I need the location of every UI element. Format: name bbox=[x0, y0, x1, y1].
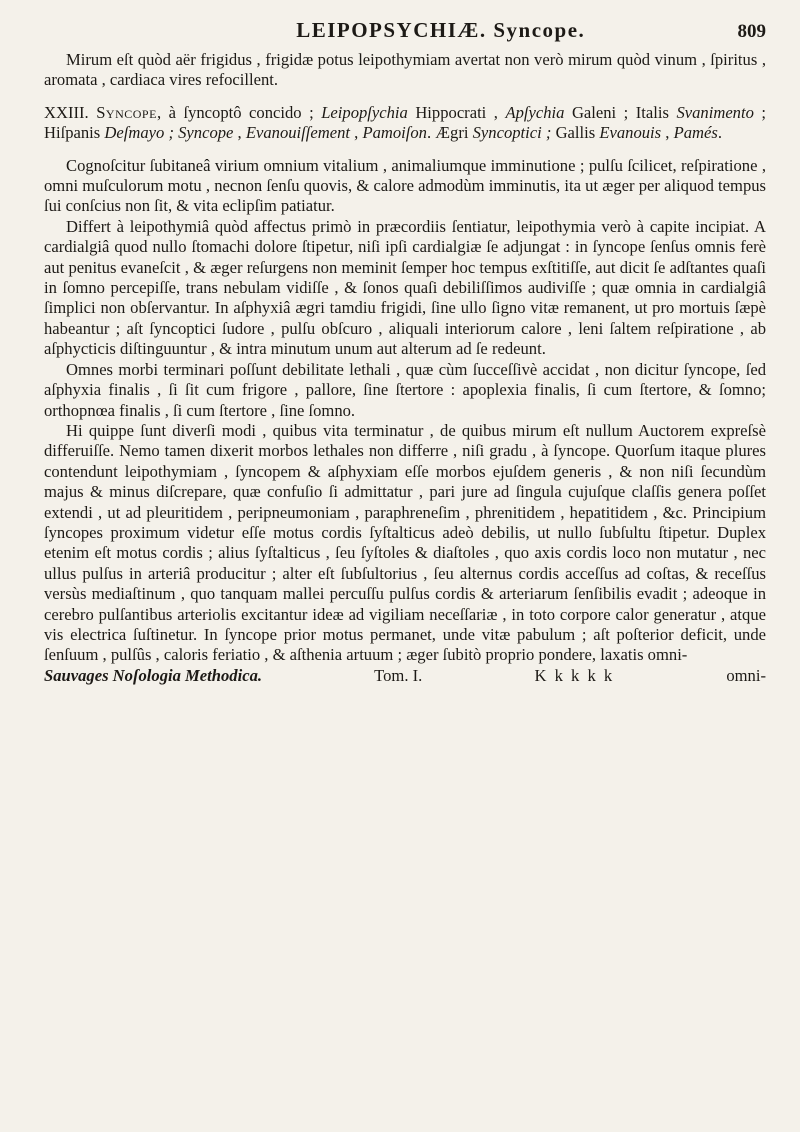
term-desmayo: Deſmayo ; Syncope bbox=[104, 123, 234, 143]
page-footer bbox=[44, 666, 766, 686]
paragraph-intro: Mirum eſt quòd aër frigidus , frigidæ potus leipothymiam avertat non verò mirum quòd vinum , ſpiritus , aromata , cardiaca vires refocillent. bbox=[44, 50, 766, 90]
body-text bbox=[44, 50, 766, 666]
footer-signature: Sauvages Noſologia Methodica. bbox=[44, 665, 263, 685]
section-number: XXIII. bbox=[44, 102, 89, 122]
term-evanouis: Evanouis bbox=[599, 123, 662, 143]
term-pames: Pamés bbox=[673, 123, 718, 143]
paragraph-differt: Differt à leipothymiâ quòd affectus primò in præcordiis ſentiatur, leipothymia verò à capite incipiat. A cardialgiâ quod nullo ſtomachi dolore ſtipetur, niſi ipſi cardialgiæ ſe adjungat : in ſyncope ſenſus omnis ferè aut penitus evaneſcit , & æger reſurgens non meminit ſemper hoc tempus exſtitiſſe, aut dicit ſe adſtantes quaſi in ſomno percepiſſe, trans nebulam vidiſſe , & ſonos quaſi debiliſſimos audiviſſe ; quæ omnia in cardialgiâ ſimplici non obſervantur. In aſphyxiâ ægri tamdiu frigidi, ſine ullo ſigno vitæ remanent, ut pro mortuis ſæpè habeantur ; aſt ſyncoptici ſudore , pulſu obſcuro , aliquali interiorum calore , leni ſaltem reſpiratione , ab aſphycticis diſtinguuntur , & intra minutum unum aut alterum ad ſe redeunt. bbox=[44, 216, 766, 359]
section-heading-paragraph: XXIII. Syncope, à ſyncoptô concido ; Leipopſychia Hippocrati , Apſychia Galeni ; Italis Svanimento ; Hiſpanis Deſmayo ; Syncope , Evanouiſſement , Pamoiſon. Ægri Syncoptici ; Gallis Evanouis , Pamés. bbox=[44, 102, 767, 143]
paragraph-hi-quippe: Hi quippe ſunt diverſi modi , quibus vita terminatur , de quibus mirum eſt nullum Auctorem expreſsè differuiſſe. Nemo tamen dixerit morbos lethales non differre , niſi gradu , à ſyncope. Quorſum itaque plures contendunt leipothymiam , ſyncopem & aſphyxiam eſſe morbos ejuſdem generis , & non niſi ſecundùm majus & minus diſcrepare, quæ confuſio ſi admittatur , pari jure ad ſingula cujuſque claſſis genera poſſet extendi , ut ad pleuritidem , peripneumoniam , paraphreneſim , phrenitidem , hepatitidem , &c. Principium ſyncopes proximum videtur eſſe motus cordis ſyſtalticus adeò debilis, ut nullo ſubſultu ſtipetur. Duplex etenim eſt motus cordis ; alius ſyſtalticus , ſeu ſyſtoles & diaſtoles , quo axis cordis loco non mutatur , nec ullus pulſus in arteriâ producitur ; alter eſt ſubſultorius , ſeu alternus cordis acceſſus ad coſtas, & receſſus versùs mediaſtinum , quo tanquam mallei percuſſu pulſus cordis & arteriarum ſenſibilis evadit ; adeoque in cerebro pulſantibus arteriolis excitantur ideæ ad vigiliam neceſſariæ , in toto corpore calor generatur , atque vis electrica ſuſtinetur. In ſyncope prior motus permanet, unde vitæ pabulum ; aſt poſterior deficit, unde ſenſuum , pulſûs , caloris feriatio , & aſthenia artuum ; æger ſubitò proprio pondere, laxatis omni- bbox=[44, 420, 766, 665]
paragraph-cognoscitur: Cognoſcitur ſubitaneâ virium omnium vitalium , animaliumque imminutione ; pulſu ſcilicet, reſpiratione , omni muſculorum motu , necnon ſenſu quovis, & calore admodùm imminutis, ita ut æger per aliquod tempus ſui conſcius non ſit, & vita eclipſim patiatur. bbox=[44, 155, 766, 216]
section-head: Syncope bbox=[96, 102, 157, 122]
page-number: 809 bbox=[737, 21, 766, 42]
running-title: LEIPOPSYCHIÆ. Syncope. bbox=[296, 18, 586, 42]
term-svanimento: Svanimento bbox=[676, 102, 754, 122]
term-apsychia: Apſychia bbox=[505, 102, 565, 122]
term-pamoison: Pamoiſon bbox=[362, 123, 427, 143]
catchword: omni- bbox=[726, 665, 766, 685]
term-evanouissement: Evanouiſſement bbox=[245, 123, 350, 143]
term-leipopsychia: Leipopſychia bbox=[321, 102, 408, 122]
signature-mark: K k k k k bbox=[534, 665, 615, 685]
page-header bbox=[44, 18, 766, 46]
term-syncoptici: Syncoptici ; bbox=[472, 123, 552, 143]
footer-volume: Tom. I. bbox=[374, 665, 423, 685]
paragraph-omnes-morbi: Omnes morbi terminari poſſunt debilitate lethali , quæ cùm ſucceſſivè accidat , non dicitur ſyncope, ſed aſphyxia finalis , ſi ſit cum frigore , pallore, ſine ſtertore : apoplexia finalis, ſi cum ſtertore, & ſomno; orthopnœa finalis , ſi cum ſtertore , ſine ſomno. bbox=[44, 359, 766, 420]
